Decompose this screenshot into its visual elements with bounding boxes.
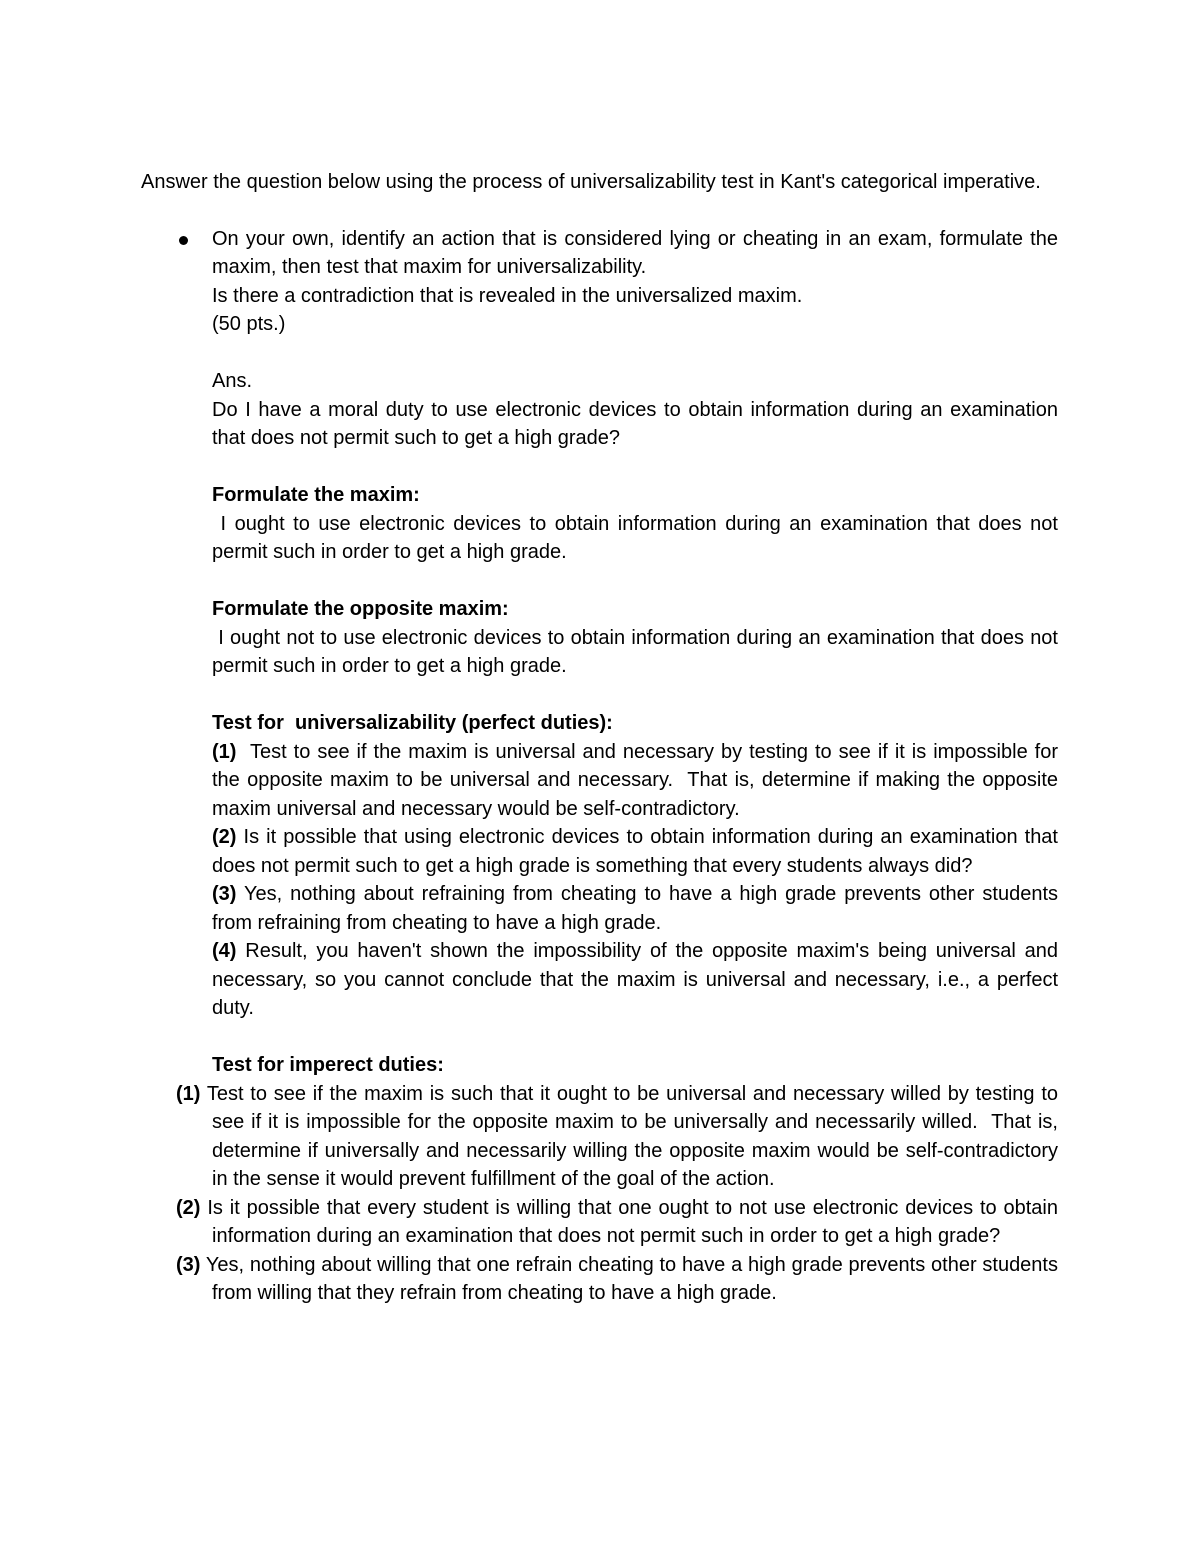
- question-line-1: On your own, identify an action that is considered lying or cheating in an exam, formulate the maxim, then test that maxim for universalizability.: [212, 227, 1058, 278]
- spacer: [141, 1023, 1058, 1052]
- opposite-maxim-heading: Formulate the opposite maxim:: [212, 598, 509, 620]
- perfect-duty-item-1: [212, 738, 1064, 824]
- intro-paragraph: Answer the question below using the process of universalizability test in Kant's categorical imperative.: [141, 171, 1041, 193]
- spacer: [212, 339, 1058, 368]
- spacer: [212, 681, 1058, 710]
- spacer: [212, 567, 1058, 596]
- item-number: (4): [212, 940, 237, 962]
- question-points: (50 pts.): [212, 313, 286, 335]
- imperfect-duty-item-3: [141, 1251, 1064, 1308]
- maxim-text: I ought to use electronic devices to obtain information during an examination that does not permit such in order to get a high grade.: [212, 512, 1064, 563]
- answer-question: Do I have a moral duty to use electronic devices to obtain information during an examination that does not permit such to get a high grade?: [212, 398, 1058, 449]
- item-text: Yes, nothing about willing that one refrain cheating to have a high grade prevents other students from willing that they refrain from cheating to have a high grade.: [200, 1253, 1064, 1304]
- item-text: Test to see if the maxim is such that it ought to be universal and necessary willed by testing to see if it is impossible for the opposite maxim to be universally and necessarily willed. That is, determine if universally and necessarily willing the opposite maxim would be self-contradictory in the sense it would prevent fulfillment of the goal of the action.: [200, 1082, 1064, 1190]
- opposite-maxim-text: I ought not to use electronic devices to obtain information during an examination that does not permit such in order to get a high grade.: [212, 626, 1064, 677]
- item-text: Yes, nothing about refraining from cheating to have a high grade prevents other students from refraining from cheating to have a high grade.: [212, 883, 1064, 934]
- item-number: (3): [176, 1253, 201, 1276]
- item-number: (1): [176, 1082, 201, 1105]
- imperfect-duty-item-1: [141, 1080, 1064, 1194]
- item-number: (2): [176, 1196, 201, 1219]
- imperfect-duties-heading: Test for imperect duties:: [212, 1054, 444, 1076]
- question-line-2: Is there a contradiction that is revealed in the universalized maxim.: [212, 284, 803, 307]
- item-text: Is it possible that using electronic devices to obtain information during an examination that does not permit such to get a high grade is something that every students always did?: [212, 826, 1064, 877]
- item-number: (1): [212, 740, 237, 763]
- imperfect-duty-item-2: [141, 1194, 1064, 1251]
- item-text: Result, you haven't shown the impossibility of the opposite maxim's being universal and necessary, so you cannot conclude that the maxim is universal and necessary, i.e., a perfect duty.: [212, 940, 1064, 1019]
- bullet-icon: [179, 236, 188, 245]
- document-body: [141, 168, 1064, 1308]
- item-text: Test to see if the maxim is universal and necessary by testing to see if it is impossible for the opposite maxim to be universal and necessary. That is, determine if making the opposite maxim universal and necessary would be self-contradictory.: [212, 740, 1064, 820]
- maxim-heading: Formulate the maxim:: [212, 484, 420, 506]
- answer-label: Ans.: [212, 370, 253, 392]
- item-text: Is it possible that every student is willing that one ought to not use electronic devices to obtain information during an examination that does not permit such in order to get a high grade?: [200, 1196, 1064, 1247]
- perfect-duties-heading: Test for universalizability (perfect duties):: [212, 712, 613, 734]
- item-number: (3): [212, 883, 237, 905]
- item-number: (2): [212, 826, 237, 848]
- perfect-duty-item-2: [212, 823, 1064, 880]
- spacer: [212, 453, 1058, 482]
- perfect-duty-item-4: [212, 937, 1064, 1023]
- question-bullet: [141, 225, 1064, 1023]
- perfect-duty-item-3: [212, 880, 1064, 937]
